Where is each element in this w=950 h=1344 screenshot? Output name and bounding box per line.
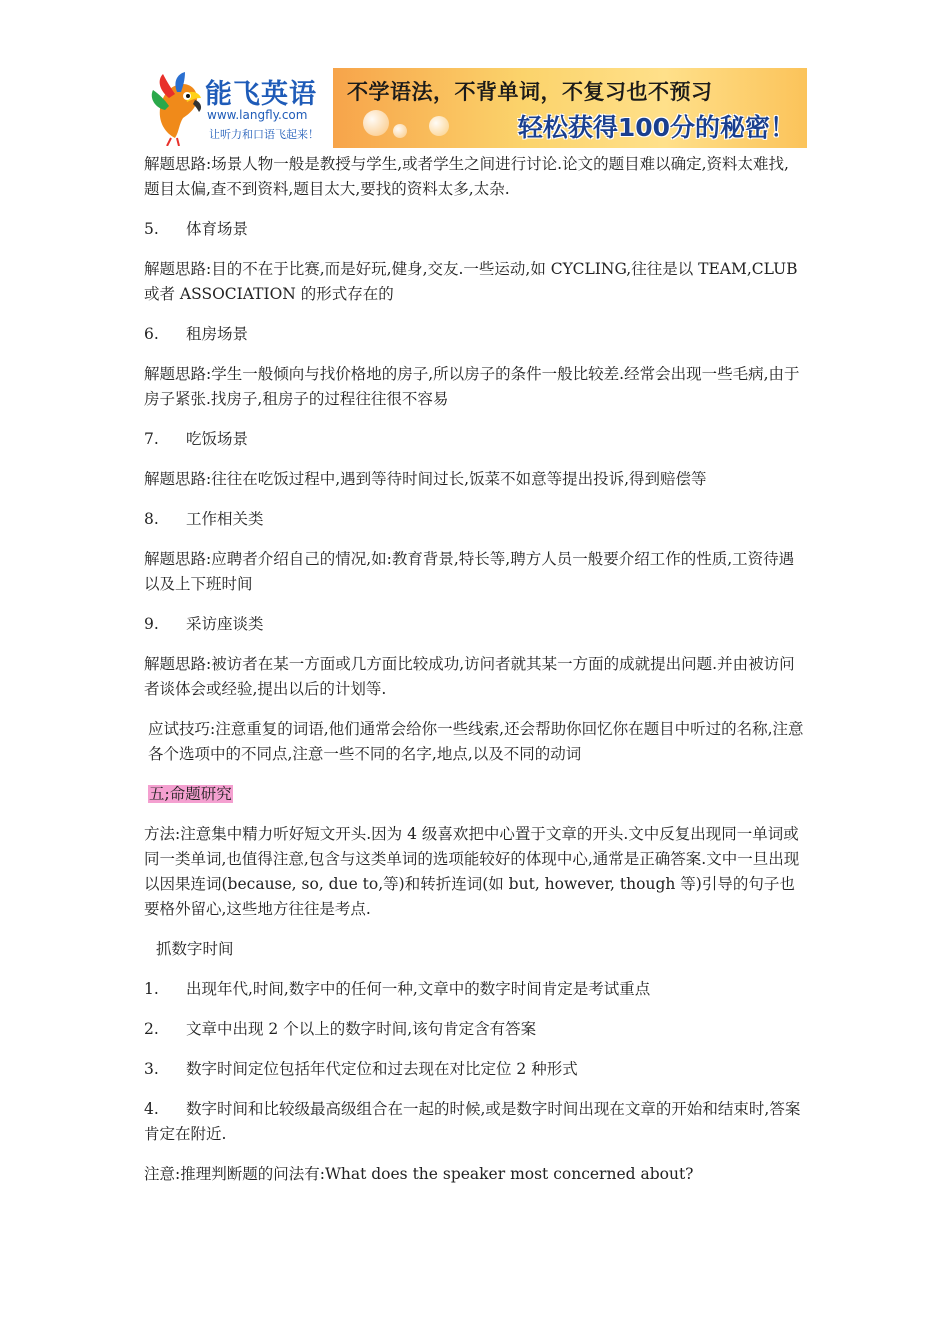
section-heading bbox=[144, 782, 804, 807]
advert-banner[interactable] bbox=[333, 68, 807, 148]
paragraph: 解题思路:场景人物一般是教授与学生,或者学生之间进行讨论.论文的题目难以确定,资料太难找,题目太偏,查不到资料,题目太大,要找的资料太多,太杂. bbox=[144, 155, 789, 198]
list-item bbox=[144, 1017, 804, 1042]
paragraph: 应试技巧:注意重复的词语,他们通常会给你一些线索,还会帮助你回忆你在题目中听过的名称,注意各个选项中的不同点,注意一些不同的名字,地点,以及不同的动词 bbox=[148, 720, 804, 763]
list-item-text: 体育场景 bbox=[186, 220, 249, 238]
list-item-text: 吃饭场景 bbox=[186, 430, 249, 448]
parrot-icon bbox=[145, 68, 205, 146]
list-item-text: 出现年代,时间,数字中的任何一种,文章中的数字时间肯定是考试重点 bbox=[186, 980, 651, 998]
list-item-text: 租房场景 bbox=[186, 325, 249, 343]
logo-title: 能飞英语 bbox=[205, 79, 317, 110]
list-item-number: 6. bbox=[144, 325, 159, 343]
list-item-text: 工作相关类 bbox=[186, 510, 264, 528]
logo-url[interactable]: www.langfly.com bbox=[207, 108, 308, 122]
list-item-text: 文章中出现 2 个以上的数字时间,该句肯定含有答案 bbox=[186, 1020, 537, 1038]
list-item-number: 3. bbox=[144, 1060, 159, 1078]
paragraph: 方法:注意集中精力听好短文开头.因为 4 级喜欢把中心置于文章的开头.文中反复出现同一单词或同一类单词,也值得注意,包含与这类单词的选项能较好的体现中心,通常是正确答案.文中一旦出现以因果连词(because, so, due to,等)和转折连词(如 but, however, though 等)引导的句子也要格外留心,这些地方往往是考点. bbox=[144, 825, 800, 918]
list-item-number: 9. bbox=[144, 615, 159, 633]
list-item bbox=[144, 322, 804, 347]
list-item bbox=[144, 977, 804, 1002]
section-heading-text: 五;命题研究 bbox=[149, 785, 232, 803]
bubble-icon bbox=[363, 110, 389, 136]
advert-line-1: 不学语法，不背单词，不复习也不预习 bbox=[347, 80, 713, 104]
list-item-number: 7. bbox=[144, 430, 159, 448]
advert-line-2: 轻松获得100分的秘密！ bbox=[517, 113, 795, 142]
langfly-logo bbox=[145, 66, 325, 148]
subheading: 抓数字时间 bbox=[156, 940, 234, 958]
list-item-number: 1. bbox=[144, 980, 159, 998]
list-item-number: 8. bbox=[144, 510, 159, 528]
list-item-number: 5. bbox=[144, 220, 159, 238]
paragraph: 解题思路:被访者在某一方面或几方面比较成功,访问者就其某一方面的成就提出问题.并由被访问者谈体会或经验,提出以后的计划等. bbox=[144, 655, 795, 698]
list-item-text: 采访座谈类 bbox=[186, 615, 264, 633]
document-body bbox=[144, 152, 804, 1202]
list-item-text: 数字时间定位包括年代定位和过去现在对比定位 2 种形式 bbox=[186, 1060, 578, 1078]
list-item-text: 数字时间和比较级最高级组合在一起的时候,或是数字时间出现在文章的开始和结束时,答案肯定在附近. bbox=[144, 1100, 801, 1143]
logo-slogan: 让听力和口语飞起来！ bbox=[209, 128, 319, 141]
paragraph: 解题思路:应聘者介绍自己的情况,如:教育背景,特长等,聘方人员一般要介绍工作的性质,工资待遇以及上下班时间 bbox=[144, 550, 795, 593]
list-item bbox=[144, 217, 804, 242]
list-item bbox=[144, 427, 804, 452]
paragraph: 解题思路:往往在吃饭过程中,遇到等待时间过长,饭菜不如意等提出投诉,得到赔偿等 bbox=[144, 470, 707, 488]
list-item bbox=[144, 1097, 804, 1147]
paragraph: 解题思路:目的不在于比赛,而是好玩,健身,交友.一些运动,如 CYCLING,往往是以 TEAM,CLUB 或者 ASSOCIATION 的形式存在的 bbox=[144, 260, 798, 303]
header-banner bbox=[145, 66, 807, 148]
bubble-icon bbox=[393, 124, 407, 138]
paragraph: 解题思路:学生一般倾向与找价格地的房子,所以房子的条件一般比较差.经常会出现一些毛病,由于房子紧张.找房子,租房子的过程往往很不容易 bbox=[144, 365, 800, 408]
paragraph: 注意:推理判断题的问法有:What does the speaker most concerned about? bbox=[144, 1165, 694, 1183]
list-item bbox=[144, 1057, 804, 1082]
list-item-number: 2. bbox=[144, 1020, 159, 1038]
bubble-icon bbox=[429, 116, 449, 136]
list-item bbox=[144, 507, 804, 532]
list-item-number: 4. bbox=[144, 1100, 159, 1118]
list-item bbox=[144, 612, 804, 637]
